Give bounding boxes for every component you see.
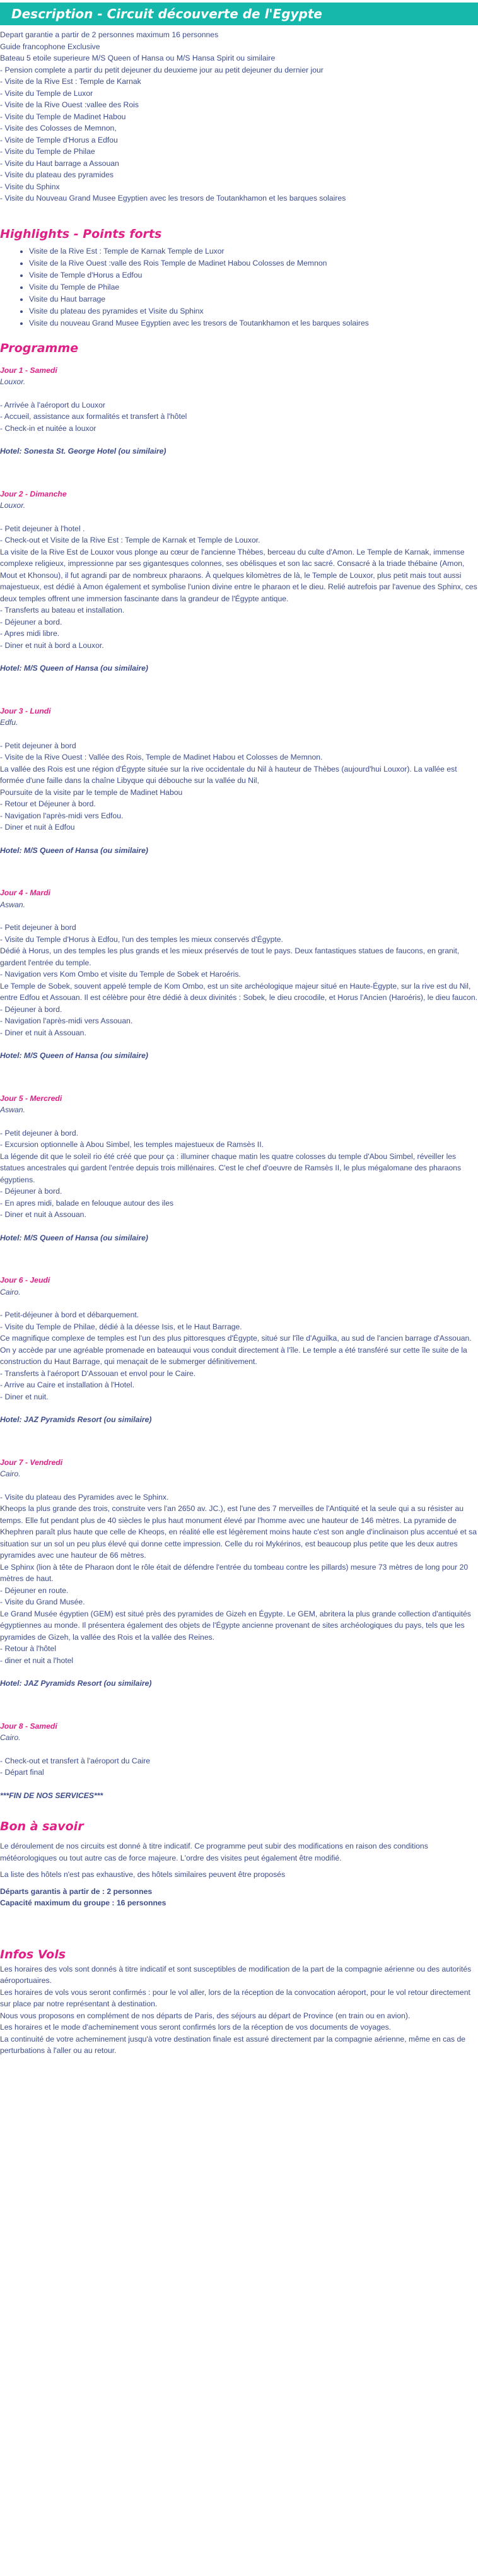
day-title: Jour 2 - Dimanche (0, 489, 67, 498)
gap (0, 910, 478, 922)
day-line: - Visite de la Rive Ouest : Vallée des Rois, Temple de Madinet Habou et Colosses de Memnon. (0, 753, 323, 762)
gap (0, 512, 478, 523)
day-line: - Déjeuner à bord. (0, 1004, 62, 1014)
day-line: - Arrive au Caire et installation à l'Hotel. (0, 1380, 134, 1389)
day-hotel: Hotel: M/S Queen of Hansa (ou similaire) (0, 845, 148, 855)
day-line: Ce magnifique complexe de temples est l'un des plus pittoresques d'Égypte, situé sur l'île d'Aguilka, au sud de l'ancien barrage d'Assouan. On y accède par une agréable promenade en bateauqui vous conduit directement à l'île. Le temple a été transféré sur cette île suite de la construction du Haut Barrage, qui menaçait de le submerger définitivement. (0, 1334, 472, 1366)
day-line: - Arrivée à l'aéroport du Louxor (0, 400, 105, 409)
day-hotel: Hotel: M/S Queen of Hansa (ou similaire) (0, 1051, 148, 1060)
highlight-item: • Visite du nouveau Grand Musee Egyptien avec les tresors de Toutankhamon et les barques solaires (29, 317, 478, 329)
day-block (0, 1244, 478, 1426)
day-hotel: Hotel: M/S Queen of Hansa (ou similaire) (0, 664, 148, 673)
day-line: - Visite du Temple de Philae, dédié à la déesse Isis, et le Haut Barrage. (0, 1322, 242, 1331)
day-line: - Déjeuner à bord. (0, 1187, 62, 1196)
day-hotel: Hotel: Sonesta St. George Hotel (ou similaire) (0, 447, 166, 456)
gap (0, 1480, 478, 1491)
day-line: - Transferts au bateau et installation. (0, 606, 125, 615)
day-line: Dédié à Horus, un des temples les plus grands et les mieux préservés de tout le pays. Deux fantastiques statues de faucons, en granit, gardent l'entrée du temple. (0, 946, 460, 967)
gap (0, 434, 478, 445)
day-title: Jour 1 - Samedi (0, 365, 57, 375)
day-title: Jour 4 - Mardi (0, 888, 50, 897)
gap (0, 1116, 478, 1127)
day-spacer (0, 674, 478, 698)
day-line: - Navigation vers Kom Ombo et visite du Temple de Sobek et Haroéris. (0, 970, 241, 979)
day-line: - Départ final (0, 1768, 44, 1777)
gap (0, 1038, 478, 1050)
day-city: Aswan. (0, 1105, 25, 1114)
day-line: - Navigation l'après-midi vers Edfou. (0, 811, 124, 820)
highlights-list (0, 245, 478, 329)
day-line: - Excursion optionnelle à Abou Simbel, les temples majestueux de Ramsès II. (0, 1140, 264, 1149)
day-line: - Petit-déjeuner à bord et débarquement. (0, 1310, 139, 1319)
gap (0, 833, 478, 845)
intro-line: - Visite du Temple de Luxor (0, 88, 93, 98)
bon-bold-block (0, 1886, 478, 1909)
intro-line: - Visite du Temple de Philae (0, 147, 95, 156)
day-hotel: Hotel: JAZ Pyramids Resort (ou similaire) (0, 1679, 152, 1688)
day-line: La légende dit que le soleil rio été créé que pour ça : illuminer chaque matin les quatre colosses du temple d'Abou Simbel, réveiller les statues ancestrales qui gardent l'entrée depuis trois millénaires. C'est le chef d'oeuvre de Ramsès II, le plus mégalomane des pharaons égyptiens. (0, 1151, 462, 1184)
infos-vols-heading: Infos Vols (0, 1947, 66, 1961)
day-line: - Diner et nuit. (0, 1392, 49, 1401)
day-city: Cairo. (0, 1733, 21, 1742)
day-block (0, 365, 478, 457)
highlights-heading: Highlights - Points forts (0, 226, 162, 241)
intro-line: - Visite du Temple de Madinet Habou (0, 112, 126, 121)
day-title: Jour 7 - Vendredi (0, 1457, 63, 1467)
highlight-item: • Visite du Haut barrage (29, 293, 478, 305)
day-line: Le Sphinx (lion à tête de Pharaon dont le rôle était de défendre l'entrée du tombeau contre les pillards) mesure 73 mètres de long pour 20 mètres de haut. (0, 1562, 469, 1583)
infos-paragraph: Les horaires de vols vous seront confirmés : pour le vol aller, lors de la réception de la convocation aéroport, pour le vol retour directement sur place par notre représentant à destination. (0, 1987, 470, 2008)
day-spacer (0, 457, 478, 481)
day-line: - Accueil, assistance aux formalités et transfert à l'hôtel (0, 412, 187, 421)
day-line: - Diner et nuit à Edfou (0, 823, 75, 832)
intro-line: - Visite du Nouveau Grand Musee Egyptien avec les tresors de Toutankhamon et les barques solaires (0, 194, 346, 203)
infos-paragraph: Nous vous proposons en complément de nos départs de Paris, des séjours au départ de Province (en train ou en avion). (0, 2011, 411, 2020)
programme-heading: Programme (0, 341, 79, 355)
day-line: - Déjeuner en route. (0, 1585, 69, 1595)
bon-paragraph: Le déroulement de nos circuits est donné à titre indicatif. Ce programme peut subir des modifications en raison des conditions météorologiques ou tout autre cas de force majeure. L'ordre des visites peut également être modifié. (0, 1842, 428, 1862)
gap (0, 1666, 478, 1678)
day-line: - Retour et Déjeuner à bord. (0, 799, 96, 808)
day-line: - Déjeuner a bord. (0, 617, 62, 626)
day-block (0, 856, 478, 1062)
gap (0, 1744, 478, 1755)
day-line: - Check-out et Visite de la Rive Est : Temple de Karnak et Temple de Louxor. (0, 536, 260, 544)
gap (0, 1298, 478, 1309)
gap (0, 1221, 478, 1232)
day-hotel: Hotel: JAZ Pyramids Resort (ou similaire) (0, 1415, 152, 1424)
intro-line: - Visite du Haut barrage a Assouan (0, 158, 119, 168)
highlight-item: • Visite du Temple de Philae (29, 281, 478, 293)
day-line: - Diner et nuit à Assouan. (0, 1028, 86, 1037)
intro-list (0, 25, 478, 204)
day-line: - Diner et nuit à Assouan. (0, 1210, 86, 1219)
day-block (0, 1426, 478, 1690)
day-spacer (0, 1690, 478, 1713)
day-line: - diner et nuit a l'hotel (0, 1656, 74, 1665)
day-line: Le Temple de Sobek, souvent appelé temple de Kom Ombo, est un site archéologique majeur situé en Haute-Égypte, sur la rive est du Nil, entre Edfou et Assouan. Il est célèbre pour être dédié à deux divinités : Sobek, le dieu crocodile, et Horus l'Ancien (Haroéris), le dieu faucon. (0, 981, 478, 1002)
day-line: - Visite du Grand Musée. (0, 1597, 85, 1606)
day-line: - Check-out et transfert à l'aéroport du Caire (0, 1756, 151, 1765)
infos-paragraph: La continuité de votre acheminement jusqu'à votre destination finale est assuré directement par la compagnie aérienne, même en cas de perturbations à l'aller ou au retour. (0, 2034, 466, 2055)
highlight-item: • Visite de la Rive Est : Temple de Karnak Temple de Luxor (29, 245, 478, 257)
day-line: Poursuite de la visite par le temple de Madinet Habou (0, 787, 183, 797)
bon-bold-line: Capacité maximum du groupe : 16 personnes (0, 1898, 166, 1907)
day-title: Jour 3 - Lundi (0, 706, 51, 715)
day-block (0, 1690, 478, 1779)
bon-a-savoir-heading: Bon à savoir (0, 1820, 84, 1833)
bon-a-savoir-section (0, 1840, 478, 1909)
day-line: - En apres midi, balade en felouque autour des iles (0, 1198, 174, 1208)
day-line: - Visite du plateau des Pyramides avec le Sphinx. (0, 1492, 169, 1502)
day-spacer (0, 1244, 478, 1267)
day-line: - Check-in et nuitée a louxor (0, 423, 96, 433)
day-city: Louxor. (0, 377, 26, 386)
intro-line: Guide francophone Exclusive (0, 42, 100, 51)
page (0, 3, 478, 2057)
intro-line: - Visite du plateau des pyramides (0, 170, 114, 179)
intro-line: - Visite des Colosses de Memnon, (0, 124, 117, 132)
intro-line: - Visite du Sphinx (0, 182, 60, 191)
intro-line: Depart garantie a partir de 2 personnes maximum 16 personnes (0, 30, 219, 39)
day-title: Jour 6 - Jeudi (0, 1276, 50, 1285)
infos-vols-section (0, 1963, 478, 2057)
programme-days (0, 365, 478, 1779)
day-line: - Petit dejeuner à bord (0, 741, 76, 750)
day-line: Kheops la plus grande des trois, construite vers l'an 2650 av. JC.), est l'une des 7 merveilles de l'Antiquité et la seule qui a su résister au temps. Elle fut pendant plus de 40 siècles le plus haut monument élevé par l'homme avec une hauteur de 146 mètres. La pyramide de Khephren paraît plus haute que celle de Kheops, en réalité elle est légèrement moins haute c'est son angle d'inclinaison plus accentué et sa situation sur un sol un peu plus élevé qui donne cette impression. Celle du roi Mykérinos, est beaucoup plus petite que les deux autres pyramides avec une hauteur de 66 mètres. (0, 1504, 477, 1560)
day-line: Le Grand Musée égyptien (GEM) est situé près des pyramides de Gizeh en Égypte. Le GEM, abritera la plus grande collection d'antiquités égyptiennes au monde. Il présentera également des objets de l'Égypte ancienne provenant de sites archéologiques du pays, tels que les pyramides de Gizeh, la vallée des Rois et la vallée des Reines. (0, 1609, 471, 1642)
day-line: - Apres midi libre. (0, 629, 60, 638)
day-city: Edfu. (0, 718, 18, 727)
day-block (0, 457, 478, 674)
day-line: - Visite du Temple d'Horus à Edfou, l'un des temples les mieux conservés d'Égypte. (0, 934, 283, 944)
day-line: La visite de la Rive Est de Louxor vous plonge au cœur de l'ancienne Thèbes, berceau du culte d'Amon. Le Temple de Karnak, immense complexe religieux, impressionne par ses gigantesques colonnes, ses obélisques et son lac sacré. Consacré à la triade thébaine (Amon, Mout et Khonsou), il fut agrandi par de nombreux pharaons. À quelques kilomètres de là, le Temple de Louxor, plus petit mais tout aussi majestueux, est dédié à Amon également et symbolise l'union divine entre le pharaon et le dieu. Relié autrefois par l'avenue des Sphinx, ces deux temples offrent une immersion fascinante dans la grandeur de l'Égypte antique. (0, 547, 477, 603)
intro-line: Bateau 5 etoile superieure M/S Queen of Hansa ou M/S Hansa Spirit ou similaire (0, 54, 276, 62)
gap (0, 1403, 478, 1414)
day-spacer (0, 1426, 478, 1449)
gap (0, 388, 478, 399)
day-block (0, 674, 478, 857)
intro-line: - Visite de la Rive Ouest :vallee des Rois (0, 100, 139, 109)
intro-line: - Visite de la Rive Est : Temple de Karnak (0, 77, 141, 86)
day-city: Cairo. (0, 1287, 21, 1297)
day-hotel: Hotel: M/S Queen of Hansa (ou similaire) (0, 1233, 148, 1242)
gap (0, 729, 478, 740)
day-spacer (0, 856, 478, 879)
intro-line: - Pension complete a partir du petit dejeuner du deuxieme jour au petit dejeuner du dernier jour (0, 65, 324, 74)
day-line: - Diner et nuit à bord a Louxor. (0, 640, 104, 650)
gap (0, 651, 478, 662)
day-city: Cairo. (0, 1469, 21, 1478)
day-city: Aswan. (0, 900, 25, 909)
day-block (0, 1062, 478, 1244)
day-line: - Navigation l'après-midi vers Assouan. (0, 1016, 133, 1025)
day-line: - Petit dejeuner à bord. (0, 1128, 78, 1138)
highlight-item: • Visite du plateau des pyramides et Visite du Sphinx (29, 305, 478, 317)
infos-paragraph: Les horaires et le mode d'acheminement vous seront confirmés lors de la réception de vos documents de voyages. (0, 2023, 392, 2032)
day-title: Jour 5 - Mercredi (0, 1093, 62, 1103)
day-line: - Petit dejeuner à bord (0, 923, 76, 932)
day-line: - Retour à l'hôtel (0, 1644, 57, 1653)
day-line: - Transferts à l'aéroport D'Assouan et envol pour le Caire. (0, 1368, 196, 1378)
description-banner: Description - Circuit découverte de l'Egypte (0, 3, 478, 25)
day-line: - Petit dejeuner à l'hotel . (0, 524, 85, 533)
infos-paragraph: Les horaires des vols sont donnés à titre indicatif et sont susceptibles de modification de la part de la compagnie aérienne ou des autorités aéroportuaires. (0, 1964, 472, 1985)
day-line: La vallée des Rois est une région d'Égypte située sur la rive occidentale du Nil à hauteur de Thèbes (aujourd'hui Louxor). La vallée est formée d'une faille dans la chaîne Libyque qui débouche sur la vallée du Nil, (0, 764, 457, 785)
bon-paragraph: La liste des hôtels n'est pas exhaustive, des hôtels similaires peuvent être proposés (0, 1870, 286, 1879)
highlight-item: • Visite de Temple d'Horus a Edfou (29, 269, 478, 281)
bon-bold-line: Départs garantis à partir de : 2 personnes (0, 1886, 153, 1896)
day-city: Louxor. (0, 501, 26, 510)
intro-line: - Visite de Temple d'Horus a Edfou (0, 135, 118, 144)
day-title: Jour 8 - Samedi (0, 1721, 57, 1731)
end-of-services: ***FIN DE NOS SERVICES*** (0, 1791, 103, 1800)
day-spacer (0, 1062, 478, 1085)
highlight-item: • Visite de la Rive Ouest :valle des Rois Temple de Madinet Habou Colosses de Memnon (29, 257, 478, 269)
